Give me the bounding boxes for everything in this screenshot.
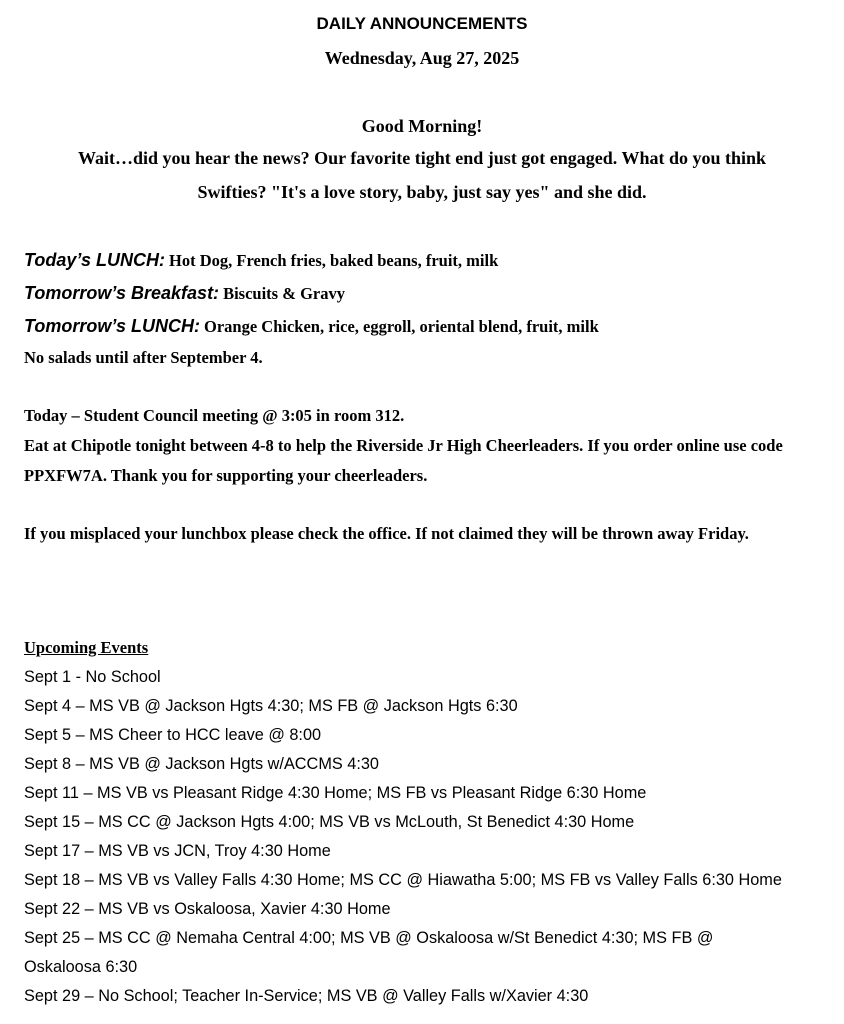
event-item: Sept 11 – MS VB vs Pleasant Ridge 4:30 Home; MS FB vs Pleasant Ridge 6:30 Home — [24, 784, 647, 802]
announcement: If you misplaced your lunchbox please check the office. If not claimed they will be thrown away Friday. — [24, 524, 749, 543]
menu-item-todays-lunch — [24, 250, 498, 272]
event-item: Sept 25 – MS CC @ Nemaha Central 4:00; MS VB @ Oskaloosa w/St Benedict 4:30; MS FB @ — [24, 929, 714, 947]
greeting-line: Swifties? "It's a love story, baby, just say yes" and she did. — [197, 182, 647, 202]
event-item: Sept 17 – MS VB vs JCN, Troy 4:30 Home — [24, 842, 331, 860]
menu-label: Tomorrow’s Breakfast: — [24, 283, 220, 303]
announcement-date: Wednesday, Aug 27, 2025 — [324, 48, 520, 68]
menu-value: Hot Dog, French fries, baked beans, fruit, milk — [169, 251, 499, 270]
event-item: Sept 4 – MS VB @ Jackson Hgts 4:30; MS FB @ Jackson Hgts 6:30 — [24, 697, 518, 715]
greeting-line: Wait…did you hear the news? Our favorite tight end just got engaged. What do you think — [77, 148, 767, 168]
announcement: PPXFW7A. Thank you for supporting your cheerleaders. — [24, 466, 428, 485]
announcement: Today – Student Council meeting @ 3:05 in room 312. — [24, 406, 405, 425]
menu-note: No salads until after September 4. — [24, 348, 263, 367]
menu-item-tomorrows-lunch — [24, 316, 599, 338]
announcement: Eat at Chipotle tonight between 4-8 to help the Riverside Jr High Cheerleaders. If you order online use code — [24, 436, 783, 455]
event-item: Sept 29 – No School; Teacher In-Service; MS VB @ Valley Falls w/Xavier 4:30 — [24, 987, 589, 1005]
event-item-continued: Oskaloosa 6:30 — [24, 958, 138, 976]
menu-item-tomorrows-breakfast — [24, 283, 345, 305]
menu-label: Tomorrow’s LUNCH: — [24, 316, 201, 336]
event-item: Sept 18 – MS VB vs Valley Falls 4:30 Home; MS CC @ Hiawatha 5:00; MS FB vs Valley Falls 6:30 Home — [24, 871, 782, 889]
event-item: Sept 15 – MS CC @ Jackson Hgts 4:00; MS VB vs McLouth, St Benedict 4:30 Home — [24, 813, 635, 831]
event-item: Sept 22 – MS VB vs Oskaloosa, Xavier 4:30 Home — [24, 900, 391, 918]
page-title: DAILY ANNOUNCEMENTS — [316, 14, 528, 33]
menu-value: Biscuits & Gravy — [223, 284, 345, 303]
event-item: Sept 5 – MS Cheer to HCC leave @ 8:00 — [24, 726, 322, 744]
event-item: Sept 1 - No School — [24, 668, 161, 686]
events-heading: Upcoming Events — [24, 638, 149, 657]
menu-value: Orange Chicken, rice, eggroll, oriental blend, fruit, milk — [204, 317, 599, 336]
greeting-heading: Good Morning! — [361, 116, 483, 136]
menu-label: Today’s LUNCH: — [24, 250, 166, 270]
event-item: Sept 8 – MS VB @ Jackson Hgts w/ACCMS 4:30 — [24, 755, 379, 773]
